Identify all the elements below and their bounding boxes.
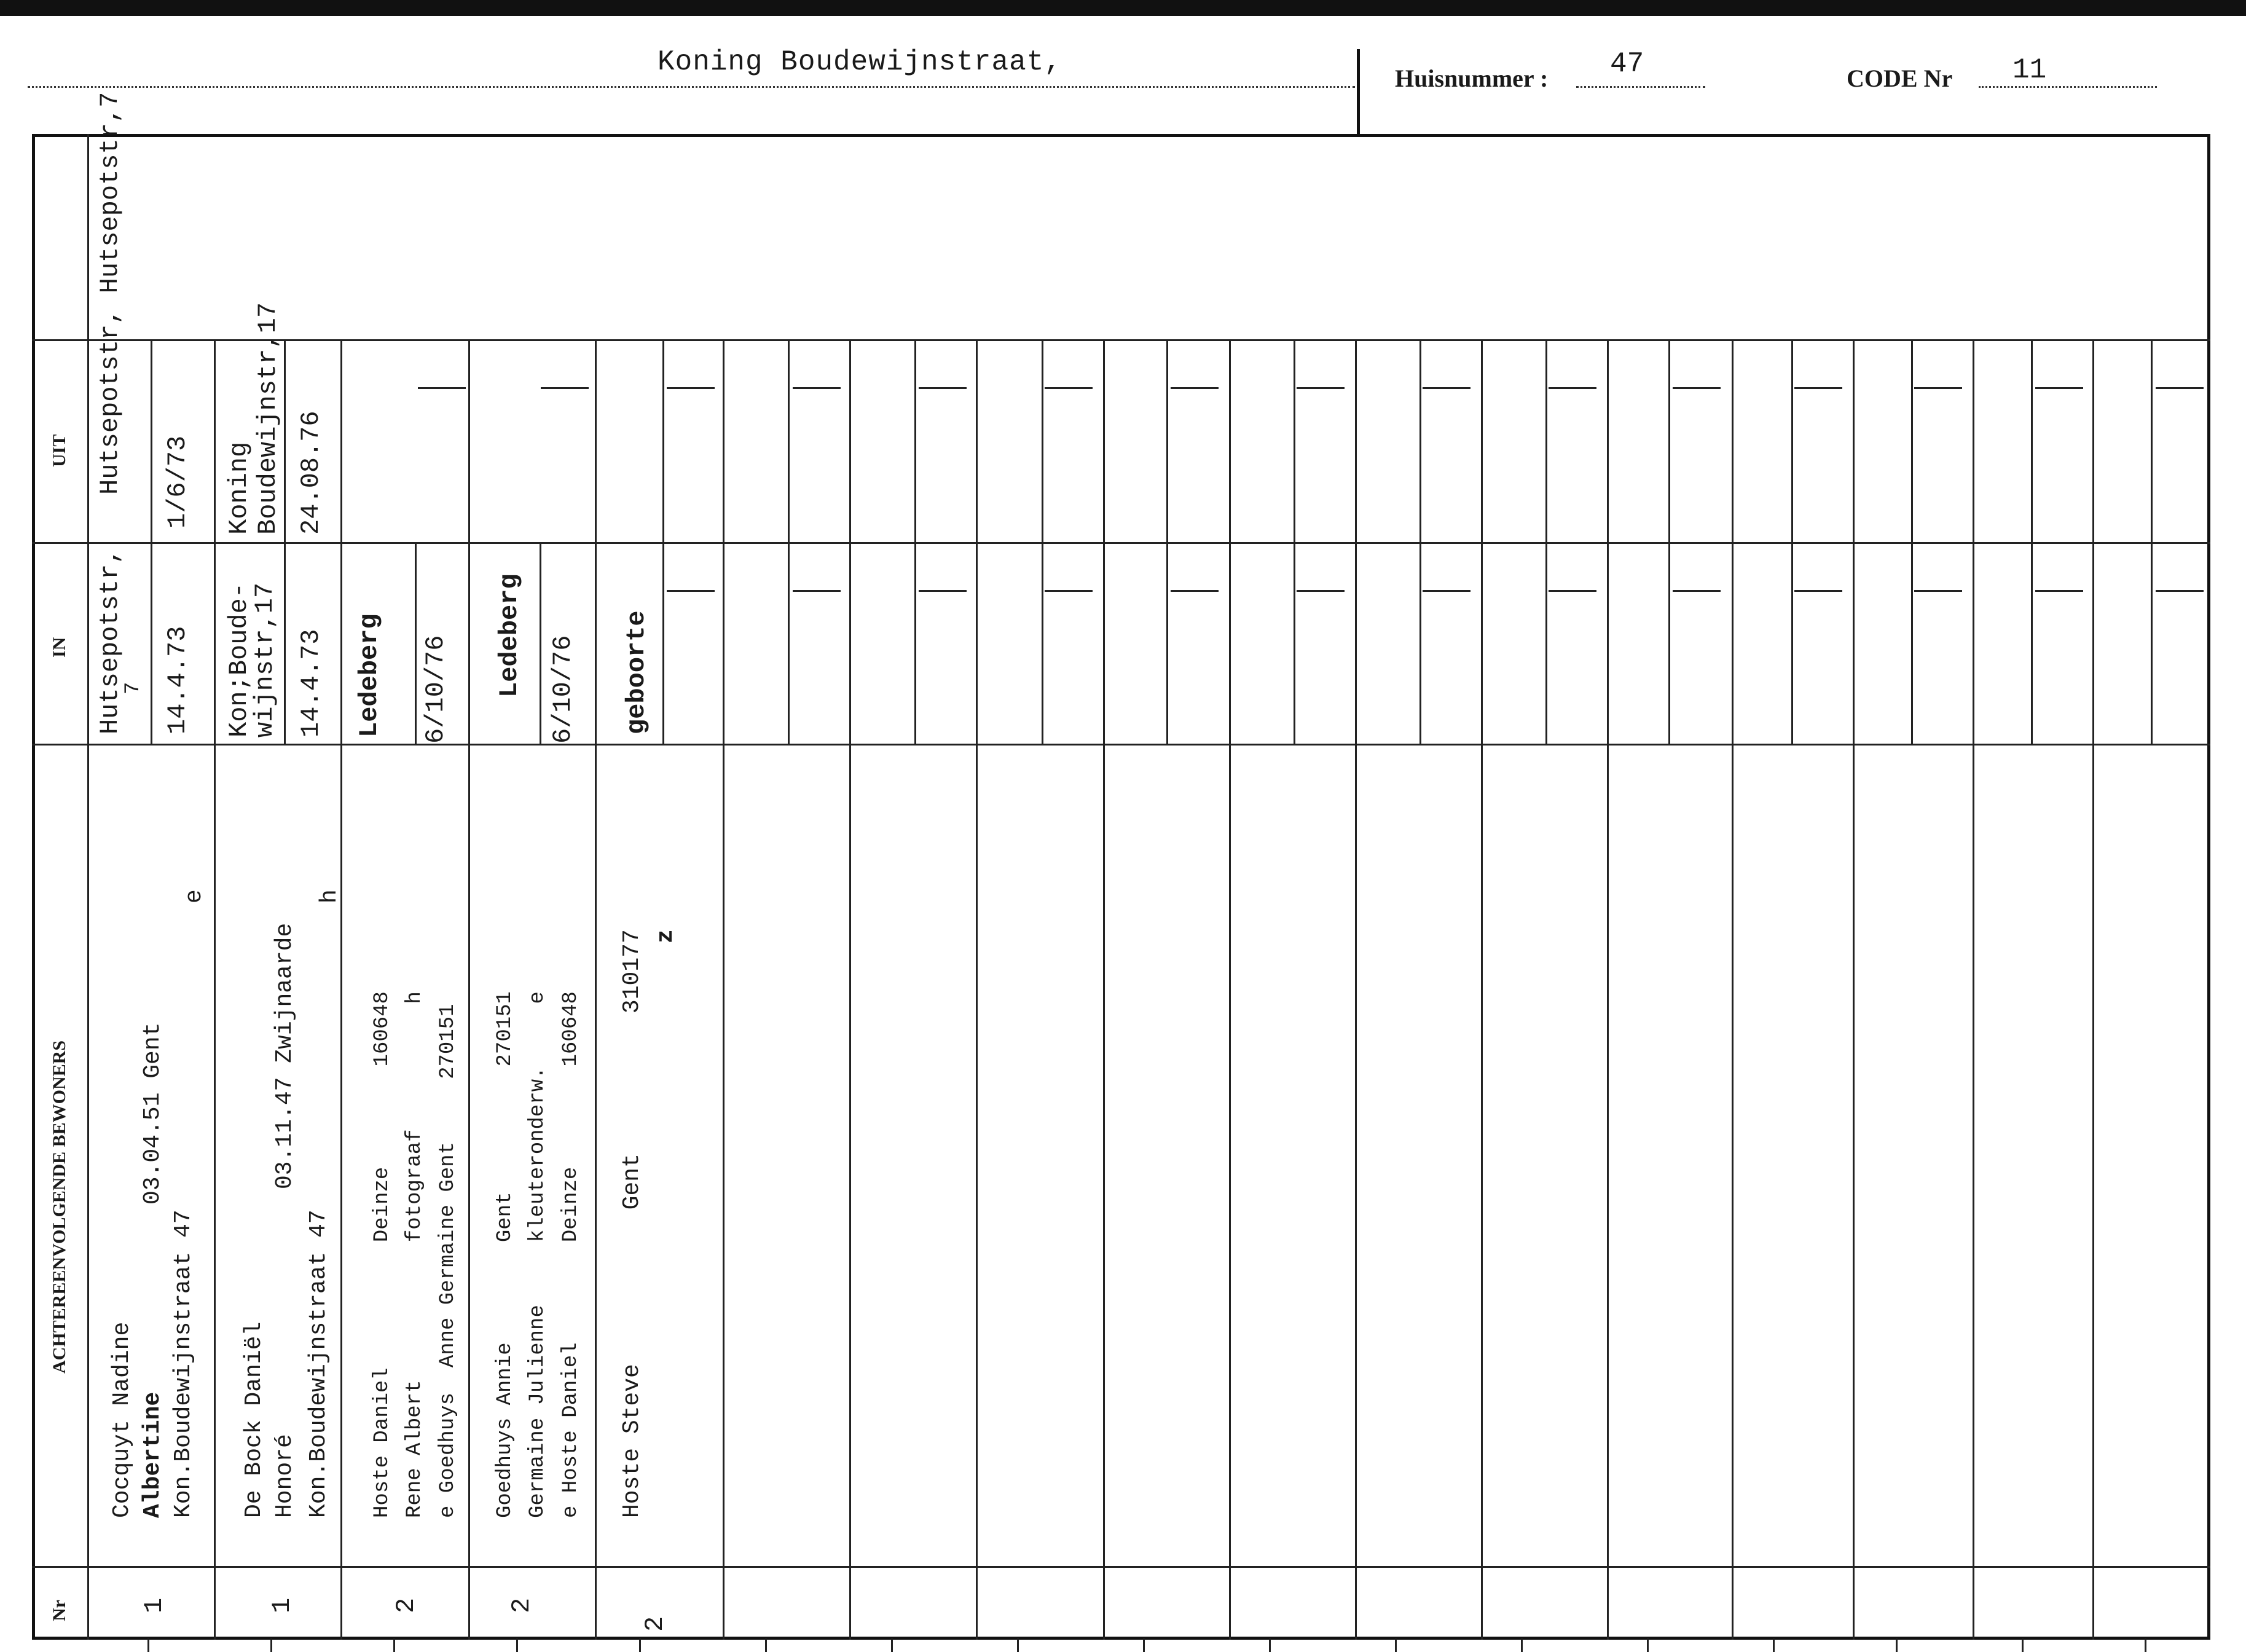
row-label-residents: ACHTEREENVOLGENDE BEWONERS: [49, 1040, 69, 1374]
empty-cell-dash: [667, 590, 715, 592]
code-number-label: CODE Nr: [1847, 65, 1953, 92]
column-divider: [214, 339, 216, 1640]
empty-cell-dash: [1673, 387, 1721, 389]
bottom-tick: [639, 1638, 641, 1652]
column-4-resident-line2: Germaine Julienne kleuteronderw. e: [526, 991, 549, 1518]
house-number-label: Huisnummer :: [1395, 65, 1549, 92]
column-2-resident-suffix: h: [316, 889, 343, 903]
register-table: [32, 134, 2210, 1640]
row-divider-in: [32, 542, 2210, 544]
column-4-resident-line1: Goedhuys Annie Gent 270151: [493, 991, 517, 1518]
label-column-divider: [87, 134, 89, 1640]
column-1-in-date: 14.4.73: [163, 626, 192, 734]
bottom-tick: [765, 1638, 767, 1652]
bottom-tick: [1269, 1638, 1271, 1652]
column-2-resident-birth: 03.11.47 Zwijnaarde: [272, 922, 298, 1189]
empty-cell-dash: [1423, 590, 1471, 592]
empty-cell-dash: [919, 590, 967, 592]
row-divider-uit: [32, 339, 2210, 341]
column-3-in-date: 6/10/76: [421, 635, 450, 744]
column-1-uit-date: 1/6/73: [163, 435, 192, 529]
cell-subdivider: [914, 339, 916, 744]
column-divider: [1229, 339, 1231, 1640]
empty-cell-dash: [1914, 387, 1962, 389]
cell-subdivider: [788, 339, 790, 744]
column-1-resident-name: Cocquyt Nadine: [109, 1321, 135, 1518]
column-2-uit-place-line1: Koning: [224, 441, 254, 535]
cell-subdivider: [2031, 339, 2033, 744]
column-divider: [1355, 339, 1357, 1640]
bottom-tick: [147, 1638, 149, 1652]
cell-subdivider: [1166, 339, 1168, 744]
empty-cell-dash: [2035, 387, 2083, 389]
cell-subdivider: [1791, 339, 1793, 744]
cell-subdivider: [1419, 339, 1421, 744]
column-5-nr: 2: [640, 1616, 670, 1632]
column-2-in-place-line1: Kon;Boude-: [224, 582, 254, 738]
cell-subdivider: [540, 542, 541, 744]
empty-cell-dash: [1045, 387, 1093, 389]
bottom-tick: [516, 1638, 518, 1652]
bottom-tick: [1521, 1638, 1523, 1652]
empty-cell-dash: [1045, 590, 1093, 592]
empty-cell-dash: [793, 590, 841, 592]
column-divider: [723, 339, 724, 1640]
cell-subdivider: [1042, 339, 1043, 744]
column-2-resident-address: Kon.Boudewijnstraat 47: [305, 1210, 332, 1518]
column-divider: [468, 339, 470, 1640]
column-4-in-place: Ledeberg: [495, 573, 524, 698]
column-divider: [1732, 339, 1734, 1640]
column-divider: [849, 339, 851, 1640]
column-2-in-place-line2: wijnstr,17: [250, 582, 280, 738]
empty-cell-dash: [1794, 590, 1842, 592]
top-edge-bar: [0, 0, 2246, 16]
column-3-resident-line1: Hoste Daniel Deinze 160648: [371, 991, 394, 1518]
column-3-resident-line3: e Goedhuys Anne Germaine Gent 270151: [436, 1004, 460, 1518]
cell-subdivider: [1294, 339, 1295, 744]
column-2-uit-date: 24.08.76: [296, 411, 326, 535]
code-number-dotted-line: [1979, 86, 2157, 88]
empty-cell-dash: [1549, 387, 1596, 389]
empty-cell-dash: [1297, 387, 1345, 389]
cell-subdivider: [284, 339, 286, 744]
empty-cell-dash: [1549, 590, 1596, 592]
column-5-in-place: geboorte: [622, 610, 651, 734]
bottom-tick: [2022, 1638, 2024, 1652]
column-1-in-place-extra: 7: [122, 682, 145, 694]
column-4-resident-line3: e Hoste Daniel Deinze 160648: [559, 991, 583, 1518]
column-2-resident-name: De Bock Daniël: [241, 1321, 267, 1518]
column-3-nr: 2: [391, 1597, 421, 1613]
cell-subdivider: [151, 339, 152, 744]
column-1-uit-place: Hutsepotstr, Hutsepotstr,7: [95, 92, 125, 495]
empty-cell-dash: [793, 387, 841, 389]
empty-cell-dash: [1171, 387, 1219, 389]
column-divider: [976, 339, 978, 1640]
bottom-tick: [1395, 1638, 1397, 1652]
empty-cell-dash: [919, 387, 967, 389]
column-1-resident-given-name: Albertine: [139, 1391, 166, 1518]
empty-cell-dash: [1794, 387, 1842, 389]
empty-cell-dash: [2156, 387, 2204, 389]
empty-cell-dash: [2156, 590, 2204, 592]
street-name: Koning Boudewijnstraat,: [658, 46, 1062, 78]
column-divider: [1973, 339, 1974, 1640]
column-divider: [1607, 339, 1609, 1640]
bottom-tick: [1896, 1638, 1898, 1652]
column-2-uit-place-line2: Boudewijnstr,17: [253, 302, 283, 535]
empty-cell-dash: [541, 387, 589, 389]
cell-subdivider: [662, 339, 664, 744]
bottom-tick: [1773, 1638, 1775, 1652]
bottom-tick: [1017, 1638, 1019, 1652]
bottom-tick: [393, 1638, 395, 1652]
empty-cell-dash: [418, 387, 466, 389]
column-5-resident-line2: z: [653, 929, 679, 1518]
column-divider: [2092, 339, 2094, 1640]
column-divider: [1103, 339, 1105, 1640]
bottom-tick: [2145, 1638, 2146, 1652]
house-number-value: 47: [1610, 48, 1644, 80]
row-label-nr: Nr: [49, 1600, 69, 1621]
bottom-tick: [1647, 1638, 1649, 1652]
column-4-in-date: 6/10/76: [548, 635, 578, 744]
column-1-resident-address: Kon.Boudewijnstraat 47: [170, 1210, 197, 1518]
column-divider: [1481, 339, 1483, 1640]
empty-cell-dash: [1171, 590, 1219, 592]
header-separator: [1357, 49, 1360, 134]
column-divider: [1853, 339, 1855, 1640]
empty-cell-dash: [1423, 387, 1471, 389]
house-number-dotted-line: [1576, 86, 1705, 88]
row-divider-residents: [32, 744, 2210, 745]
row-divider-nr: [32, 1566, 2210, 1568]
cell-subdivider: [2151, 339, 2153, 744]
column-2-in-date: 14.4.73: [296, 629, 326, 738]
column-4-nr: 2: [507, 1597, 536, 1613]
bottom-tick: [891, 1638, 893, 1652]
row-label-uit: UIT: [49, 434, 69, 467]
empty-cell-dash: [1914, 590, 1962, 592]
column-3-in-place: Ledeberg: [355, 613, 384, 738]
column-1-in-place: Hutsepotstr,: [95, 548, 125, 734]
cell-subdivider: [1911, 339, 1913, 744]
column-divider: [595, 339, 597, 1640]
code-number-value: 11: [2012, 54, 2047, 86]
bottom-tick: [1143, 1638, 1145, 1652]
cell-subdivider: [415, 542, 417, 744]
empty-cell-dash: [1673, 590, 1721, 592]
column-divider: [340, 339, 342, 1640]
empty-cell-dash: [2035, 590, 2083, 592]
cell-subdivider: [1545, 339, 1547, 744]
column-1-resident-suffix: e: [181, 889, 208, 903]
row-label-in: IN: [49, 637, 69, 658]
column-1-resident-birth: 03.04.51 Gent: [139, 1022, 166, 1205]
column-2-nr: 1: [267, 1597, 297, 1613]
bottom-tick: [270, 1638, 272, 1652]
empty-cell-dash: [667, 387, 715, 389]
column-2-resident-given-name: Honoré: [272, 1434, 298, 1518]
empty-cell-dash: [1297, 590, 1345, 592]
column-5-resident-line1: Hoste Steve Gent 310177: [619, 929, 645, 1518]
column-1-nr: 1: [139, 1597, 169, 1613]
cell-subdivider: [1668, 339, 1670, 744]
column-3-resident-line2: Rene Albert fotograaf h: [403, 991, 426, 1518]
street-dotted-line: [28, 86, 1355, 88]
